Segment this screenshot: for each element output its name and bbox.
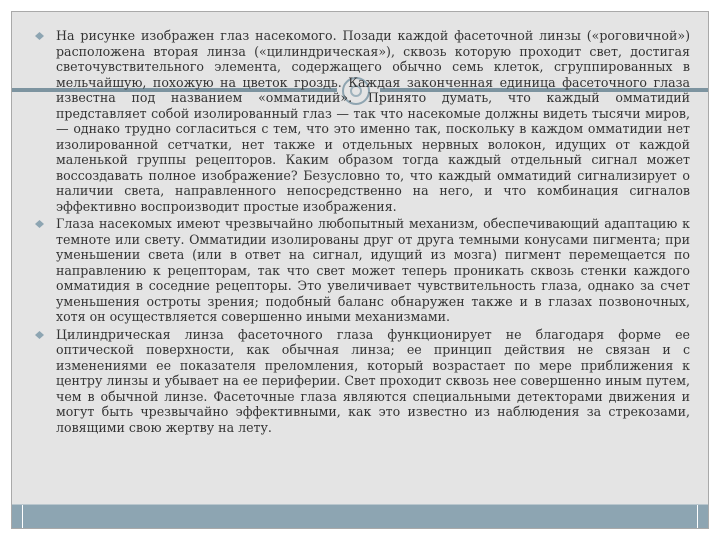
footer-tick — [22, 505, 23, 528]
bullet-item-2 — [34, 216, 690, 325]
bullet-item-3 — [34, 327, 690, 436]
diamond-bullet-icon — [34, 31, 45, 41]
slide-content — [34, 28, 690, 437]
diamond-bullet-icon — [34, 330, 45, 340]
bullet-text: На рисунке изображен глаз насекомого. Позади каждой фасеточной линзы («роговичной») расположена вторая линза («цилиндрическая»), сквозь которую проходит свет, достигая светочувствительного элемента, содержащего обычно семь клеток, сгруппированных в мельчайшую, похожую на цветок гроздь. Каждая законченная единица фасеточного глаза известна под названием «омматидий». Принято думать, что каждый омматидий представляет собой изолированный глаз — так что насекомые должны видеть тысячи миров, — однако трудно согласиться с тем, что это именно так, поскольку в каждом омматидии нет изолированной сетчатки, нет также и отдельных нервных волокон, идущих от каждой маленькой группы рецепторов. Каким образом тогда каждый отдельный сигнал может воссоздавать полное изображение? Безусловно то, что каждый омматидий сигнализирует о наличии света, направленного непосредственно на него, и что комбинация сигналов эффективно воспроизводит простые изображения. — [56, 28, 690, 214]
diamond-bullet-icon — [34, 219, 45, 229]
bullet-item-1 — [34, 28, 690, 214]
footer-band — [12, 504, 708, 528]
bullet-text: Глаза насекомых имеют чрезвычайно любопытный механизм, обеспечивающий адаптацию к темноте или свету. Омматидии изолированы друг от друга темными конусами пигмента; при уменьшении света (или в ответ на сигнал, идущий из мозга) пигмент перемещается по направлению к рецепторам, так что свет может теперь проникать сквозь стенки каждого омматидия в соседние рецепторы. Это увеличивает чувствительность глаза, однако за счет уменьшения остроты зрения; подобный баланс обнаружен также и в глазах позвоночных, хотя он осуществляется совершенно иными механизмами. — [56, 216, 690, 324]
footer-tick — [697, 505, 698, 528]
slide — [11, 11, 709, 529]
bullet-text: Цилиндрическая линза фасеточного глаза функционирует не благодаря форме ее оптической поверхности, как обычная линза; ее принцип действия не связан и с изменениями ее показателя преломления, который возрастает по мере приближения к центру линзы и убывает на ее периферии. Свет проходит сквозь нее совершенно иным путем, чем в обычной линзе. Фасеточные глаза являются специальными детекторами движения и могут быть чрезвычайно эффективными, как это известно из наблюдения за стрекозами, ловящими свою жертву на лету. — [56, 326, 690, 435]
